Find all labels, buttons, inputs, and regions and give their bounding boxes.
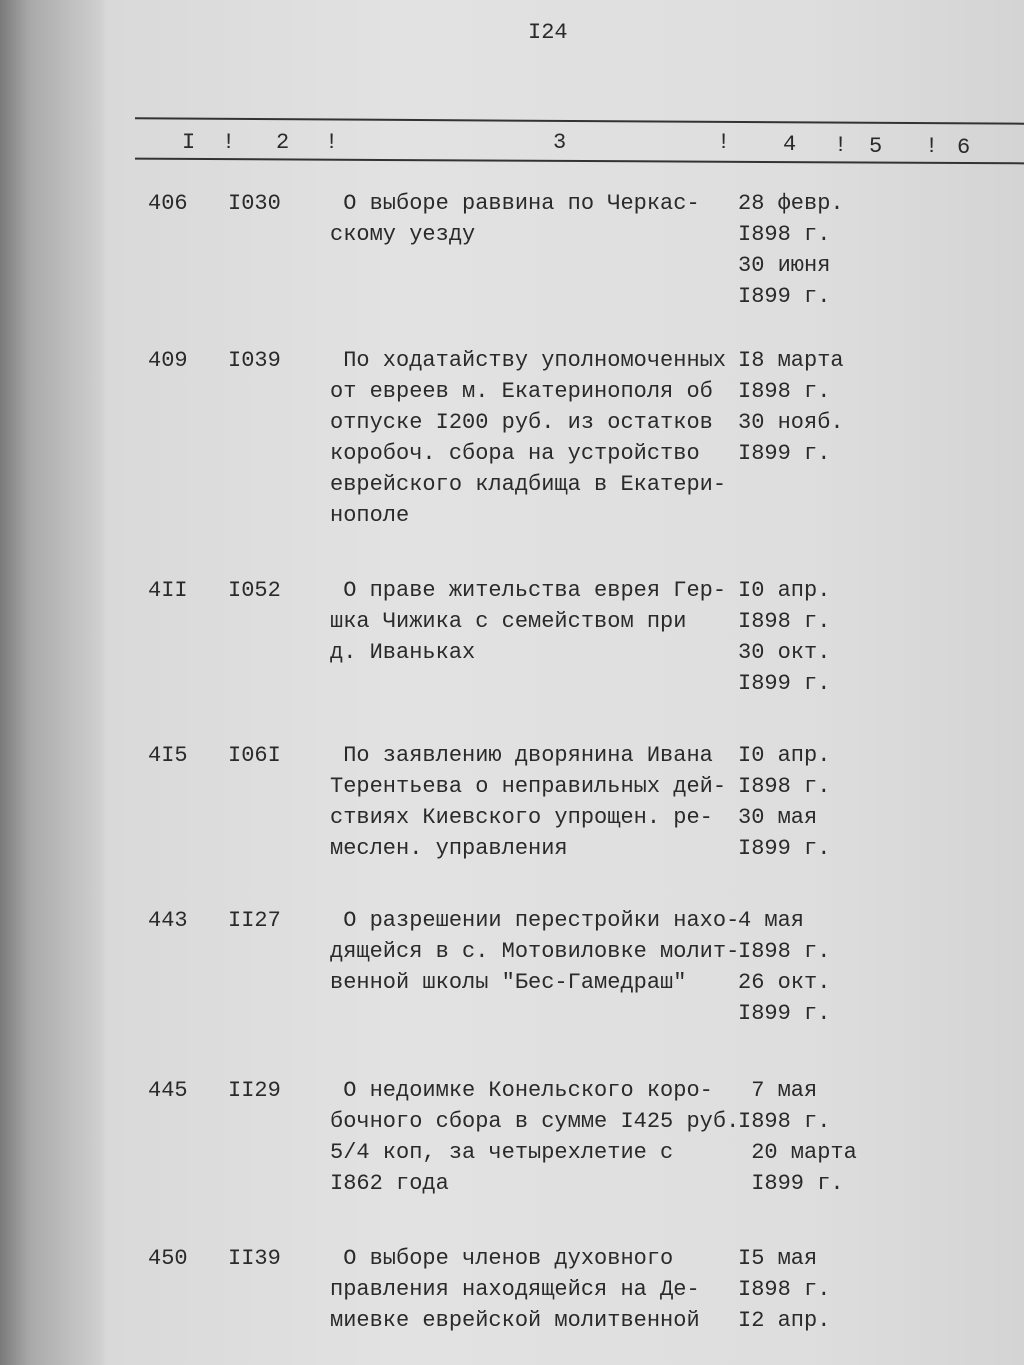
column-separator: ! xyxy=(834,133,848,158)
description-line: коробоч. сбора на устройство xyxy=(330,441,700,466)
description-line: нополе xyxy=(330,503,410,528)
description-line: д. Иванькax xyxy=(330,640,476,665)
file-reference: II27 xyxy=(228,908,281,933)
entry-description xyxy=(330,345,726,531)
date-line: I899 г. xyxy=(738,836,831,861)
description-line: шка Чижика с семейством при xyxy=(330,609,687,634)
date-line: I2 апр. xyxy=(738,1308,831,1333)
date-line: I898 г. xyxy=(738,609,831,634)
date-line: I899 г. xyxy=(738,1171,844,1196)
file-reference: I052 xyxy=(228,578,281,603)
description-line: По заявлению дворянина Ивана xyxy=(330,743,713,768)
description-line: отпуске I200 руб. из остатков xyxy=(330,410,713,435)
date-line: I0 апр. xyxy=(738,743,831,768)
entry-number: 4II xyxy=(148,578,188,603)
date-line: I899 г. xyxy=(738,1001,831,1026)
date-line: I899 г. xyxy=(738,284,831,309)
description-line: миевке еврейской молитвенной xyxy=(330,1308,700,1333)
description-line: По ходатайству уполномоченных xyxy=(330,348,727,373)
column-header-5: 5 xyxy=(869,134,883,159)
entry-dates xyxy=(738,575,830,699)
date-line: 30 нояб. xyxy=(738,410,844,435)
date-line: 20 марта xyxy=(738,1140,857,1165)
date-line: I898 г. xyxy=(738,1109,831,1134)
page-number: I24 xyxy=(528,20,568,45)
date-line: 28 февр. xyxy=(738,191,844,216)
column-header-6: 6 xyxy=(957,135,971,160)
date-line: 26 окт. xyxy=(738,970,831,995)
header-bottom-rule xyxy=(135,158,1024,165)
description-line: О выборе раввина по Черкас- xyxy=(330,191,700,216)
description-line: скому уезду xyxy=(330,222,476,247)
entry-number: 443 xyxy=(148,908,188,933)
header-top-rule xyxy=(135,117,1024,124)
date-line: I0 апр. xyxy=(738,578,831,603)
date-line: I898 г. xyxy=(738,222,831,247)
description-line: Терентьева о неправильных дей- xyxy=(330,774,727,799)
date-line: 7 мая xyxy=(738,1078,818,1103)
column-separator: ! xyxy=(222,130,236,155)
entry-number: 450 xyxy=(148,1246,188,1271)
column-header-2: 2 xyxy=(276,130,290,155)
entry-number: 409 xyxy=(148,348,188,373)
entry-description xyxy=(330,905,739,998)
entry-dates xyxy=(738,1243,830,1336)
column-separator: ! xyxy=(925,134,939,159)
description-line: бочного сбора в сумме I425 руб. xyxy=(330,1109,740,1134)
date-line: I898 г. xyxy=(738,379,831,404)
description-line: ствиях Киевского упрощен. ре- xyxy=(330,805,713,830)
entry-number: 406 xyxy=(148,191,188,216)
description-line: венной школы "Бес-Гамедраш" xyxy=(330,970,687,995)
date-line: 30 мая xyxy=(738,805,818,830)
column-header-3: 3 xyxy=(553,130,567,155)
entry-description xyxy=(330,1075,739,1199)
description-line: от евреев м. Екатеринополя об xyxy=(330,379,713,404)
file-reference: II39 xyxy=(228,1246,281,1271)
entry-number: 4I5 xyxy=(148,743,188,768)
description-line: 5/4 коп, за четырехлетие с xyxy=(330,1140,674,1165)
date-line: 30 июня xyxy=(738,253,831,278)
entry-dates xyxy=(738,905,830,1029)
entry-description xyxy=(330,575,726,668)
book-gutter-shadow xyxy=(0,0,105,1365)
file-reference: II29 xyxy=(228,1078,281,1103)
date-line: I898 г. xyxy=(738,939,831,964)
file-reference: I039 xyxy=(228,348,281,373)
description-line: I862 года xyxy=(330,1171,449,1196)
description-line: О праве жительства еврея Гер- xyxy=(330,578,727,603)
date-line: I898 г. xyxy=(738,774,831,799)
date-line: 30 окт. xyxy=(738,640,831,665)
description-line: правления находящейся на Де- xyxy=(330,1277,700,1302)
entry-dates xyxy=(738,1075,857,1199)
entry-dates xyxy=(738,345,844,469)
entry-description xyxy=(330,1243,700,1336)
date-line: I898 г. xyxy=(738,1277,831,1302)
description-line: еврейского кладбища в Екатери- xyxy=(330,472,727,497)
file-reference: I06I xyxy=(228,743,281,768)
entry-description xyxy=(330,188,700,250)
column-header-1: I xyxy=(182,130,196,155)
description-line: дящейся в с. Мотовиловке молит- xyxy=(330,939,740,964)
date-line: I899 г. xyxy=(738,441,831,466)
entry-description xyxy=(330,740,726,864)
entry-number: 445 xyxy=(148,1078,188,1103)
date-line: I5 мая xyxy=(738,1246,818,1271)
description-line: О выборе членов духовного xyxy=(330,1246,674,1271)
file-reference: I030 xyxy=(228,191,281,216)
date-line: I899 г. xyxy=(738,671,831,696)
date-line: I8 марта xyxy=(738,348,844,373)
column-separator: ! xyxy=(717,130,731,155)
description-line: О разрешении перестройки нахо- xyxy=(330,908,740,933)
column-header-4: 4 xyxy=(783,132,797,157)
entry-dates xyxy=(738,740,830,864)
description-line: меслен. управления xyxy=(330,836,568,861)
description-line: О недоимке Конельского коро- xyxy=(330,1078,713,1103)
column-separator: ! xyxy=(325,130,339,155)
date-line: 4 мая xyxy=(738,908,805,933)
entry-dates xyxy=(738,188,844,312)
